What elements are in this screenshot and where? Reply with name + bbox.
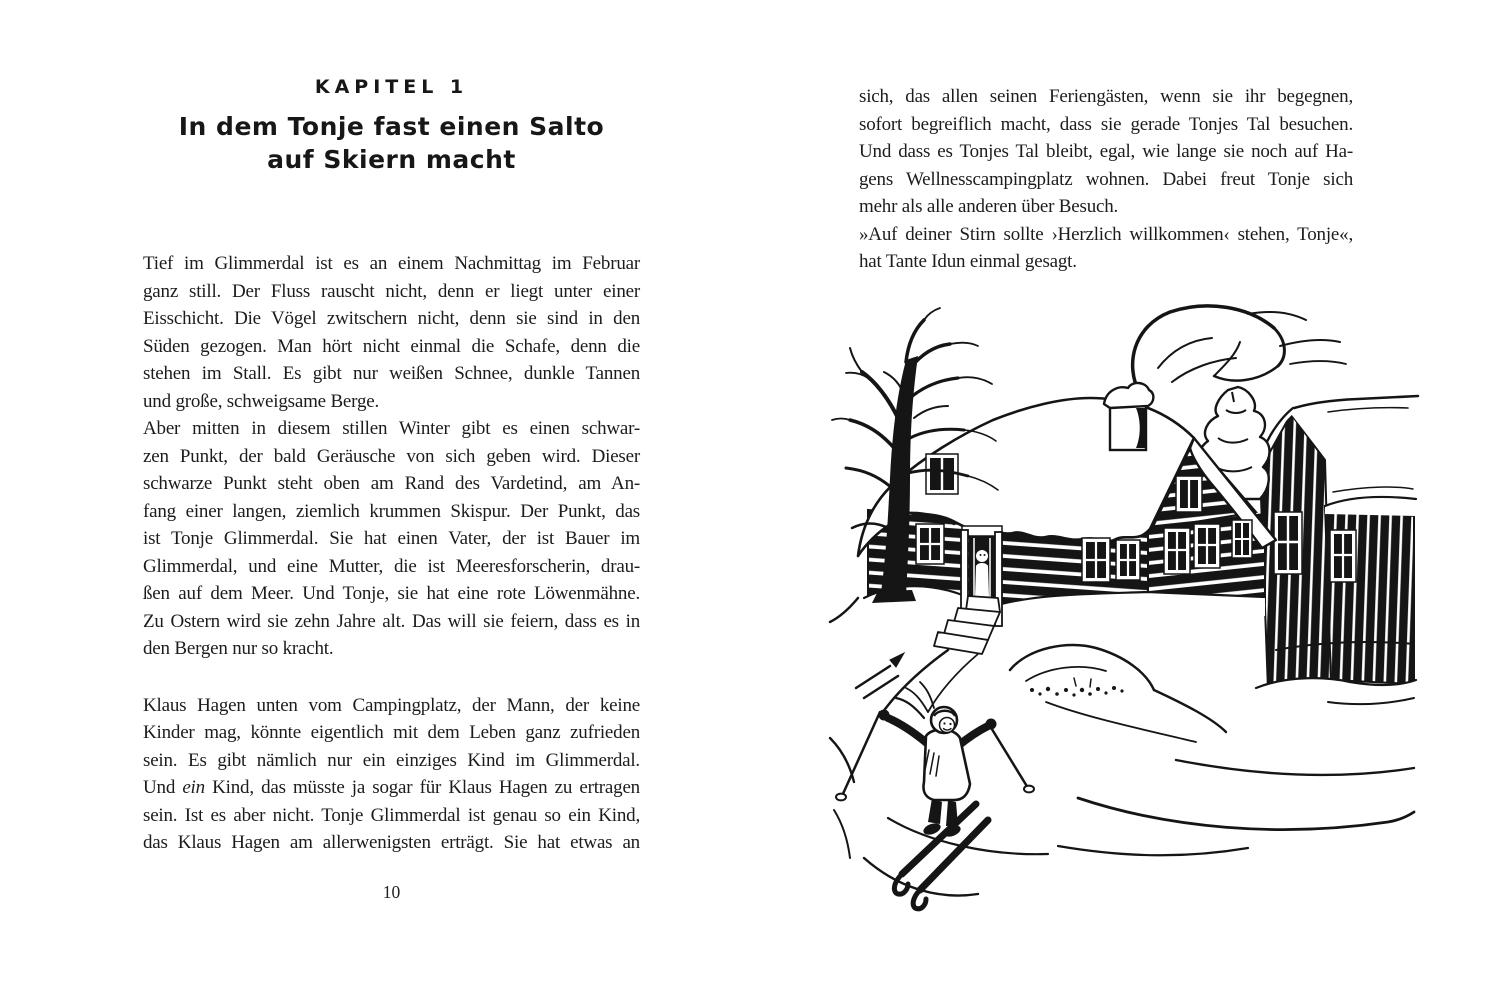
- text-segment: Klaus Hagen unten vom Campingplatz, der Mann, der keine: [143, 694, 640, 716]
- text-line: [859, 111, 1353, 139]
- paragraph: [859, 83, 1353, 221]
- paragraph: [143, 692, 640, 857]
- pebbles: [1030, 686, 1124, 697]
- text-line: [143, 305, 640, 333]
- text-segment: »Auf deiner Stirn sollte ›Herzlich willkommen‹ stehen, Tonje«,: [859, 223, 1353, 245]
- dormer-window: [926, 454, 958, 494]
- text-line: [143, 498, 640, 526]
- text-line: [143, 333, 640, 361]
- text-segment: Tief im Glimmerdal ist es an einem Nachmittag im Februar: [143, 253, 640, 274]
- text-line: [143, 802, 640, 830]
- text-line: [143, 747, 640, 775]
- text-segment: mehr als alle anderen über Besuch.: [859, 196, 1119, 217]
- outbuilding-window: [1330, 530, 1356, 582]
- text-segment: Und dass es Tonjes Tal bleibt, egal, wie lange sie noch auf Ha-: [859, 141, 1353, 162]
- text-segment: Aber mitten in diesem stillen Winter gibt es einen schwar-: [143, 418, 640, 439]
- left-page-body: [143, 250, 640, 857]
- text-segment: Glimmerdal, und eine Mutter, die ist Meeresforscherin, drau-: [143, 555, 640, 577]
- text-line: [143, 580, 640, 608]
- text-segment: sofort begreiflich macht, dass sie gerade Tonjes Tal besuchen.: [859, 113, 1353, 135]
- text-line: [143, 553, 640, 581]
- chapter-label: KAPITEL 1: [314, 76, 469, 98]
- text-segment: zen Punkt, der bald Geräusche von sich geben wird. Dieser: [143, 445, 640, 467]
- text-segment: und große, schweigsame Berge.: [143, 390, 380, 412]
- text-line: [143, 415, 640, 443]
- window: [916, 524, 944, 564]
- text-segment: sein. Es gibt nämlich nur ein einziges Kind im Glimmerdal.: [143, 749, 640, 771]
- paragraph: [859, 221, 1353, 276]
- emphasized-word: ein: [182, 777, 205, 798]
- window: [1232, 520, 1252, 558]
- skis: [894, 804, 988, 909]
- chapter-title-line-2: auf Skiern macht: [267, 145, 516, 174]
- text-line: [859, 221, 1353, 249]
- text-segment: hat Tante Idun einmal gesagt.: [859, 251, 1077, 272]
- page-number: 10: [382, 882, 401, 902]
- text-segment: gens Wellnesscampingplatz wohnen. Dabei freut Tonje sich: [859, 168, 1353, 190]
- text-line: [859, 193, 1353, 221]
- paragraph: [143, 415, 640, 663]
- text-segment: ist Tonje Glimmerdal. Sie hat einen Vater, der ist Bauer im: [143, 528, 640, 549]
- text-line: [143, 250, 640, 278]
- text-line: [143, 774, 640, 802]
- text-segment: Kinder mag, könnte eigentlich mit dem Leben ganz zufrieden: [143, 722, 640, 743]
- text-segment: sein. Ist es aber nicht. Tonje Glimmerdal ist genau so ein Kind,: [143, 804, 640, 826]
- text-segment: sich, das allen seinen Feriengästen, wenn sie ihr begegnen,: [859, 86, 1353, 107]
- text-line: [143, 692, 640, 720]
- window: [1082, 538, 1110, 582]
- text-line: [143, 719, 640, 747]
- chimney-smoke: [1133, 306, 1346, 394]
- ski-pole: [842, 712, 880, 796]
- text-segment: den Bergen nur so kracht.: [143, 638, 334, 659]
- text-line: [143, 278, 640, 306]
- skier: [836, 682, 1034, 909]
- paragraph: [143, 250, 640, 415]
- chapter-title: [143, 110, 640, 176]
- chapter-heading: [143, 76, 640, 176]
- text-line: [143, 608, 640, 636]
- text-segment: das Klaus Hagen am allerwenigsten erträgt. Sie hat etwas an: [143, 832, 640, 853]
- window: [1164, 528, 1190, 574]
- text-segment: stehen im Stall. Es gibt nur weißen Schnee, dunkle Tannen: [143, 363, 640, 384]
- outbuilding-window: [1274, 512, 1302, 574]
- text-segment: schwarze Punkt steht oben am Rand des Vardetind, am An-: [143, 473, 640, 494]
- winter-farm-illustration: [828, 298, 1420, 947]
- text-line: [143, 829, 640, 857]
- text-segment: Und: [143, 777, 183, 798]
- window: [1116, 540, 1140, 580]
- text-segment: Süden gezogen. Man hört nicht einmal die Schafe, denn die: [143, 335, 640, 357]
- text-line: [143, 525, 640, 553]
- chimney: [1104, 383, 1153, 450]
- text-segment: Eisschicht. Die Vögel zwitschern nicht, denn sie sind in den: [143, 308, 640, 329]
- text-line: [859, 166, 1353, 194]
- gable-window: [1176, 476, 1202, 512]
- right-page-body: [859, 83, 1353, 276]
- text-segment: Kind, das müsste ja sogar für Klaus Hagen zu ertragen: [204, 777, 640, 798]
- text-line: [143, 443, 640, 471]
- text-line: [859, 248, 1353, 276]
- text-line: [143, 635, 640, 663]
- text-segment: ganz still. Der Fluss rauscht nicht, denn er liegt unter einer: [143, 280, 640, 302]
- text-line: [859, 138, 1353, 166]
- text-line: [859, 83, 1353, 111]
- text-segment: Zu Ostern wird sie zehn Jahre alt. Das will sie feiern, dass es in: [143, 610, 640, 632]
- text-line: [143, 470, 640, 498]
- outbuilding: [1253, 396, 1418, 702]
- chapter-title-line-1: In dem Tonje fast einen Salto: [178, 112, 605, 141]
- text-segment: ßen auf dem Meer. Und Tonje, sie hat eine rote Löwenmähne.: [143, 583, 640, 604]
- illustration: [828, 298, 1420, 947]
- text-segment: fang einer langen, ziemlich krummen Skispur. Der Punkt, das: [143, 500, 640, 522]
- snow-ground: [830, 598, 1414, 896]
- text-line: [143, 360, 640, 388]
- window: [1194, 524, 1220, 568]
- text-line: [143, 388, 640, 416]
- figure-in-doorway: [975, 550, 989, 601]
- ski-pole: [990, 726, 1028, 788]
